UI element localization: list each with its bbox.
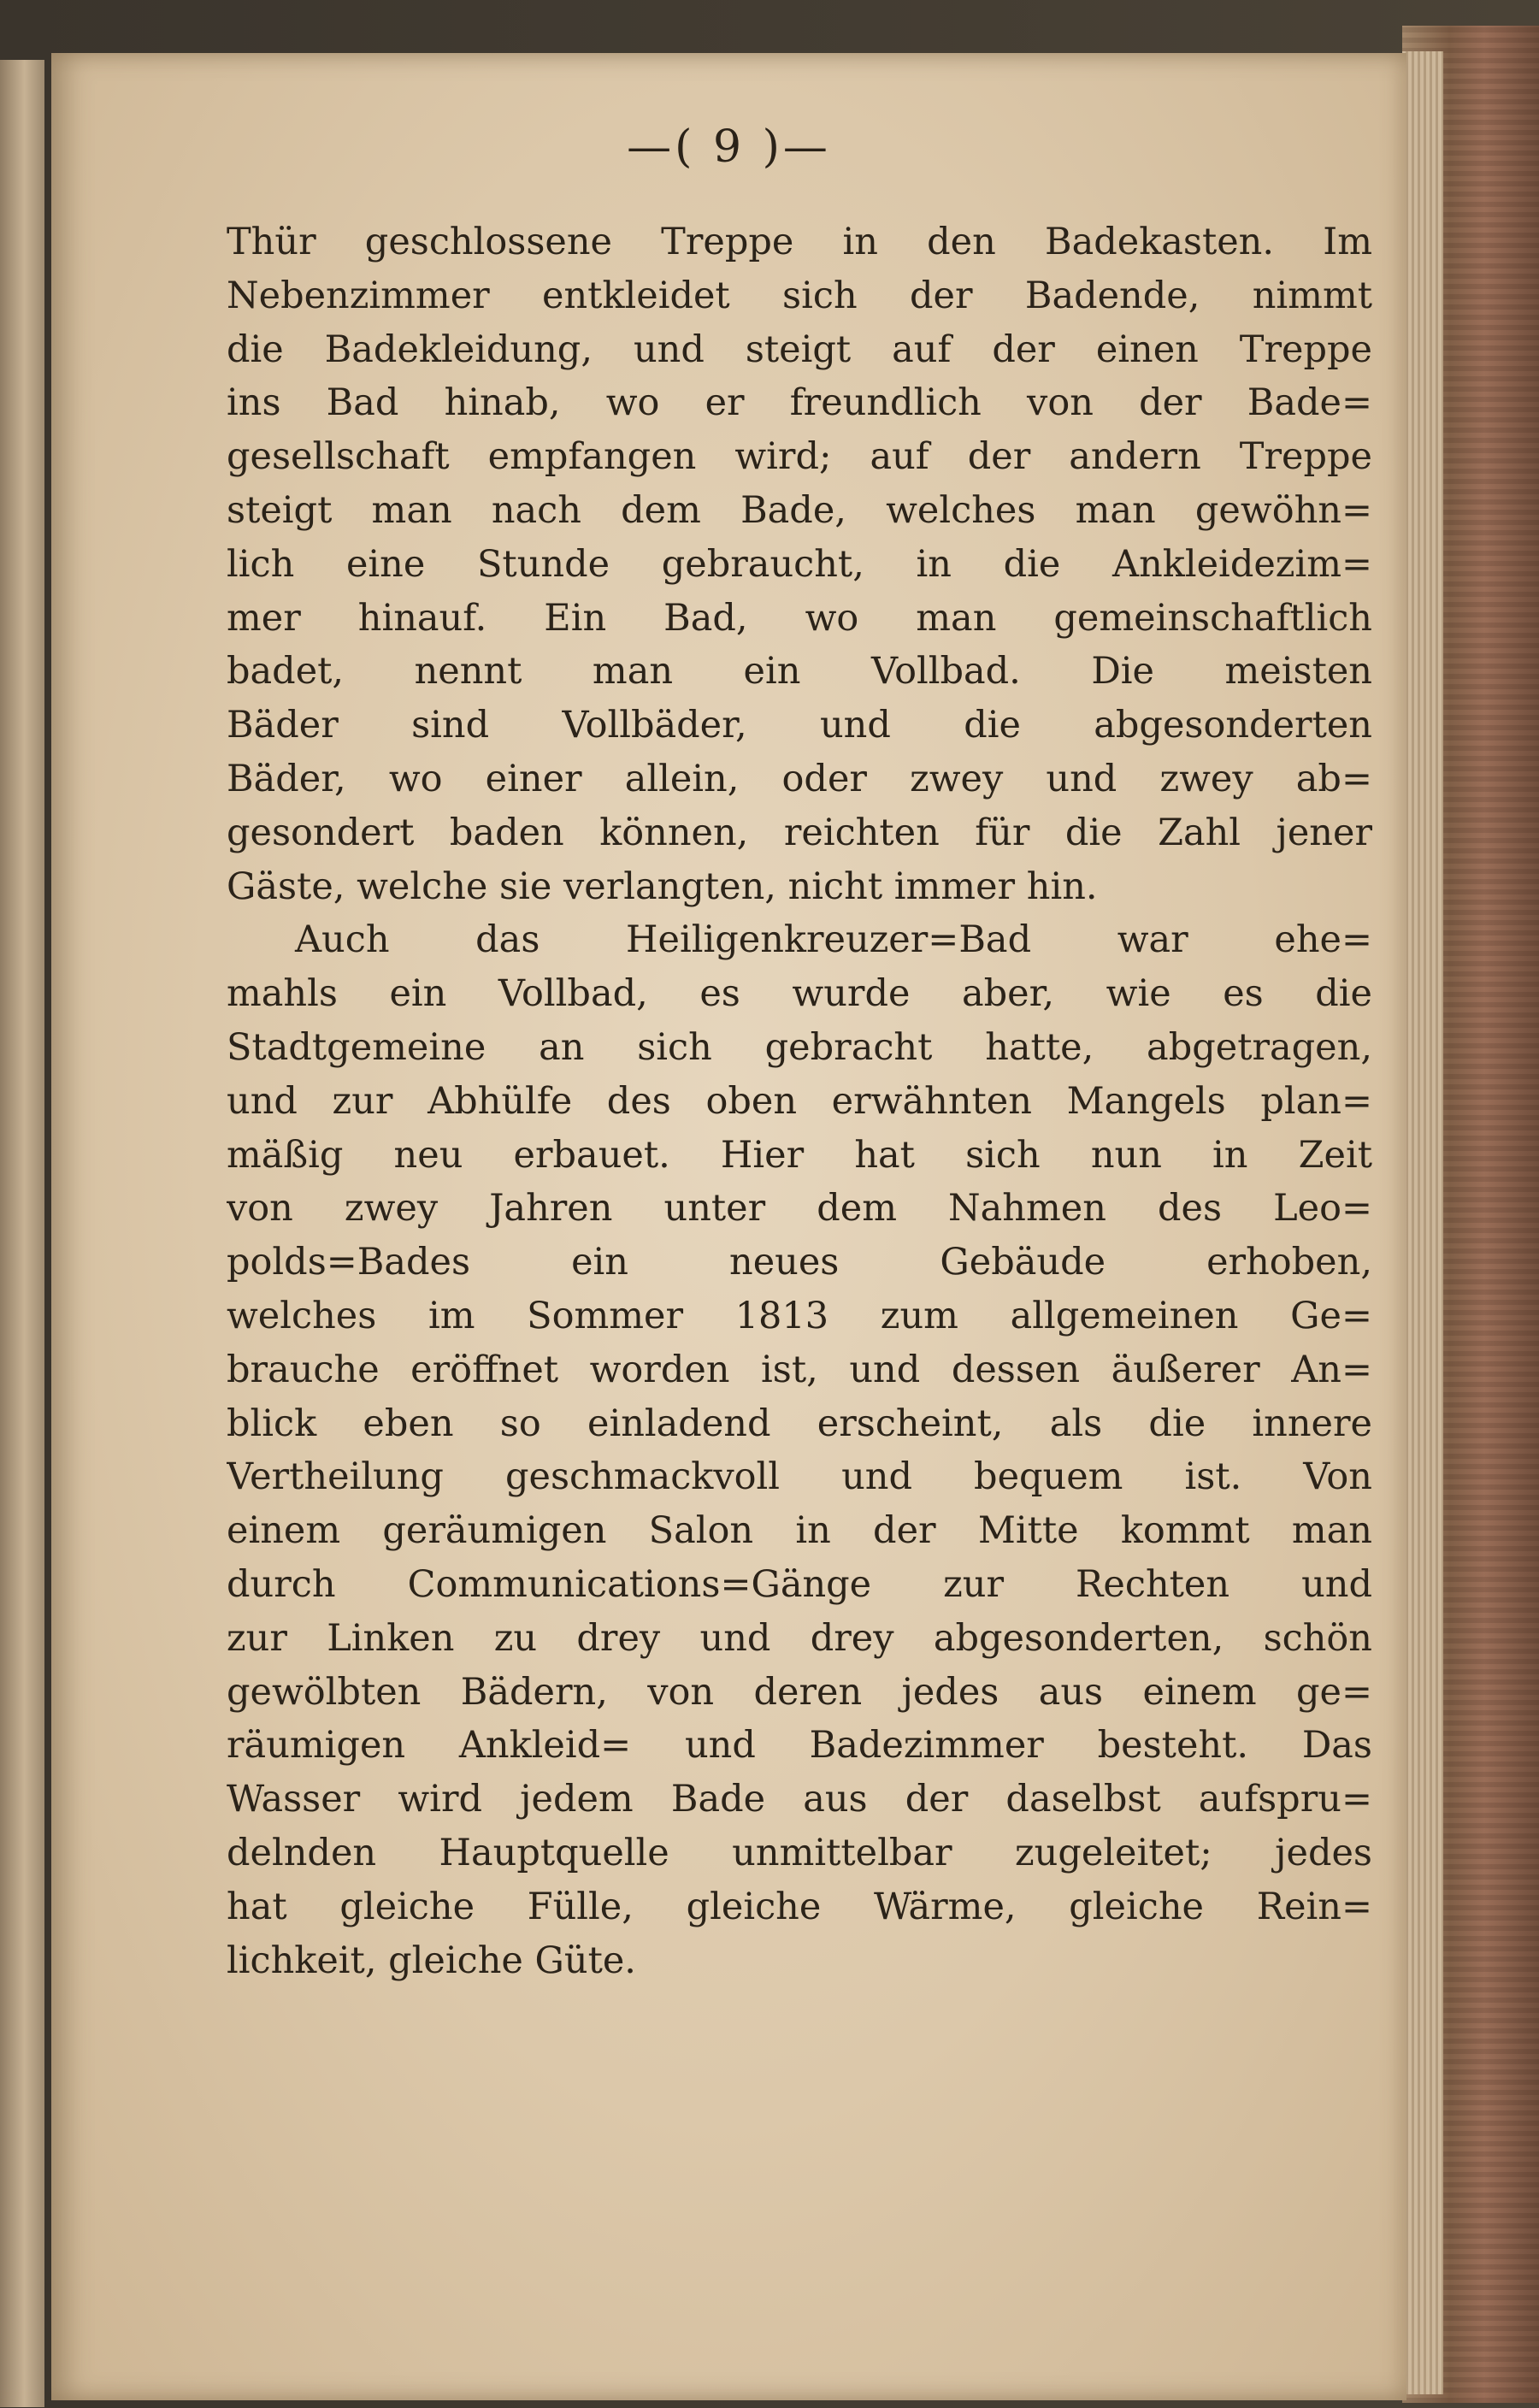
text-line: räumigen Ankleid= und Badezimmer besteht. Das — [227, 1724, 1372, 1768]
text-line: badet, nennt man ein Vollbad. Die meisten — [227, 650, 1372, 693]
text-line: Bäder, wo einer allein, oder zwey und zwey ab= — [227, 757, 1372, 800]
text-line: Nebenzimmer entkleidet sich der Badende, nimmt — [227, 274, 1372, 317]
text-line: hat gleiche Fülle, gleiche Wärme, gleiche Rein= — [227, 1885, 1372, 1928]
text-line: gewölbten Bädern, von deren jedes aus einem ge= — [227, 1670, 1372, 1714]
text-line: polds=Bades ein neues Gebäude erhoben, — [227, 1241, 1372, 1284]
text-line: gesellschaft empfangen wird; auf der andern Treppe — [227, 435, 1372, 479]
text-line: lichkeit, gleiche Güte. — [227, 1939, 636, 1982]
text-line: mäßig neu erbauet. Hier hat sich nun in Zeit — [227, 1133, 1372, 1177]
text-line: Gäste, welche sie verlangten, nicht immer hin. — [227, 865, 1098, 908]
text-line: ins Bad hinab, wo er freundlich von der Bade= — [227, 381, 1372, 425]
text-line: welches im Sommer 1813 zum allgemeinen Ge= — [227, 1294, 1372, 1337]
text-line: Thür geschlossene Treppe in den Badekasten. Im — [227, 221, 1372, 263]
text-line: gesondert baden können, reichten für die Zahl jener — [227, 811, 1372, 854]
text-line: von zwey Jahren unter dem Nahmen des Leo= — [227, 1187, 1372, 1231]
text-line: die Badekleidung, und steigt auf der einen Treppe — [227, 328, 1372, 371]
page-stack-edge — [1402, 51, 1443, 2394]
text-line: mahls ein Vollbad, es wurde aber, wie es die — [227, 972, 1372, 1016]
text-line: einem geräumigen Salon in der Mitte kommt man — [227, 1509, 1372, 1553]
text-line: brauche eröffnet worden ist, und dessen äußerer An= — [227, 1348, 1372, 1391]
text-line: Stadtgemeine an sich gebracht hatte, abgetragen, — [227, 1025, 1372, 1069]
text-line: delnden Hauptquelle unmittelbar zugeleitet; jedes — [227, 1831, 1372, 1874]
text-line: zur Linken zu drey und drey abgesonderten, schön — [227, 1616, 1372, 1660]
text-line: steigt man nach dem Bade, welches man gewöhn= — [227, 488, 1372, 532]
text-line: durch Communications=Gänge zur Rechten und — [227, 1562, 1372, 1606]
text-line: mer hinauf. Ein Bad, wo man gemeinschaftlich — [227, 596, 1372, 640]
text-line: und zur Abhülfe des oben erwähnten Mangels plan= — [227, 1079, 1372, 1123]
text-line: blick eben so einladend erscheint, als die innere — [227, 1402, 1372, 1445]
text-line: Bäder sind Vollbäder, und die abgesonderten — [227, 704, 1372, 747]
text-line: Wasser wird jedem Bade aus der daselbst aufspru= — [227, 1778, 1372, 1821]
body-text — [227, 215, 1372, 1987]
page-number: —( 9 )— — [627, 121, 831, 173]
text-line: lich eine Stunde gebraucht, in die Ankleidezim= — [227, 542, 1372, 586]
paragraph-start-line: Auch das Heiligenkreuzer=Bad war ehe= — [295, 918, 1372, 962]
text-line: Vertheilung geschmackvoll und bequem ist. Von — [227, 1455, 1372, 1499]
book-page — [51, 53, 1406, 2400]
left-page-edge — [0, 60, 44, 2407]
